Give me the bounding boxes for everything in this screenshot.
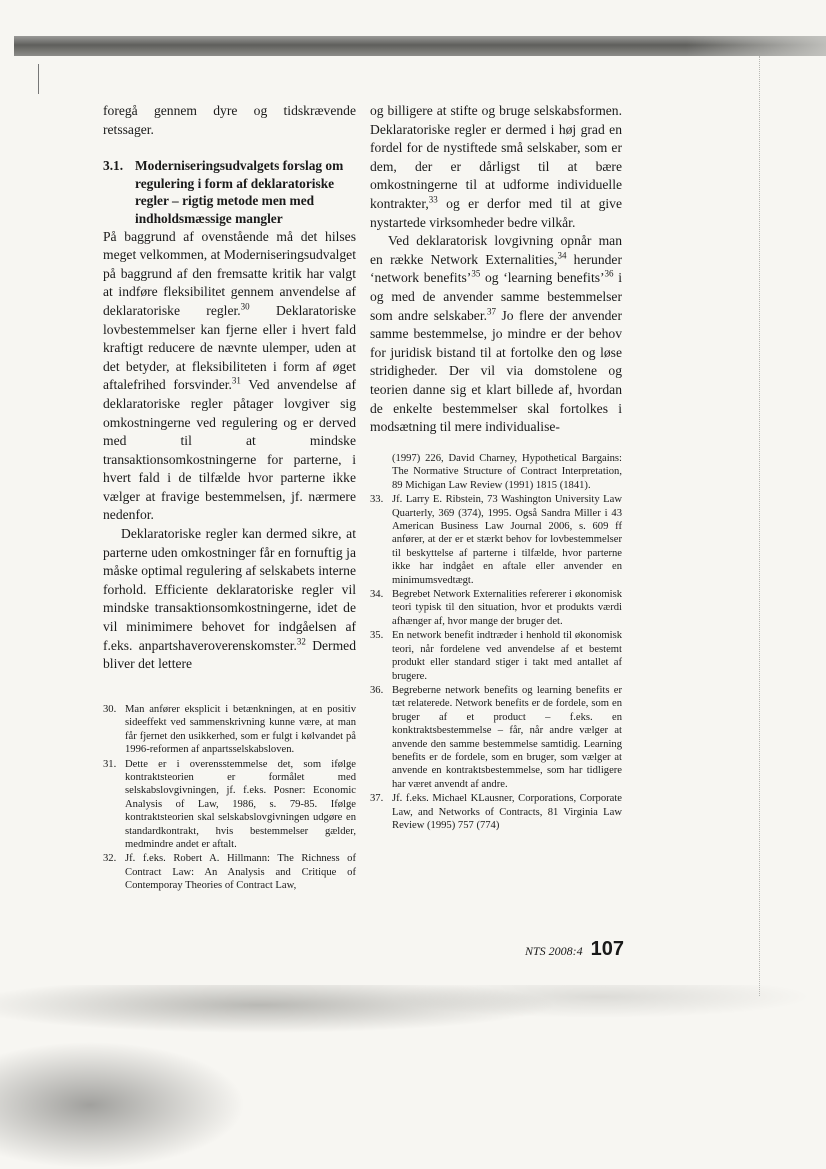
- footnote-ref-36[interactable]: 36: [604, 268, 614, 279]
- footnote-number: 32.: [103, 853, 117, 865]
- footnote-ref-30[interactable]: 30: [240, 301, 250, 312]
- journal-reference: NTS 2008:4: [524, 944, 583, 958]
- footnote-ref-37[interactable]: 37: [487, 306, 496, 316]
- footnote-number: 35.: [370, 630, 384, 642]
- text-run: Dermed bliver det lettere: [103, 637, 356, 672]
- footnote-36: [370, 684, 622, 791]
- footnote-ref-35[interactable]: 35: [471, 268, 481, 279]
- page-footer: [509, 938, 624, 961]
- footnote-number: 37.: [370, 793, 384, 805]
- text-run: Ved deklaratorisk lovgivning opnår man en række Network Externalities,: [370, 233, 622, 267]
- footnotes-left: [103, 703, 356, 894]
- text-run: Jo flere der anvender samme bestemmelse, jo mindre er der behov for juridisk bistand til at fortolke den og løse stridigheder. Der vil via domstolene og teorien danne sig et klart billede af, hvordan de enkelte bestemmelser skal fortolkes i modsætning til mere individualise-: [370, 307, 622, 435]
- footnote-number: 33.: [370, 494, 384, 506]
- footnote-32-continuation: (1997) 226, David Charney, Hypothetical Bargains: The Normative Structure of Contract Interpretation, 89 Michigan Law Review (1991) 1815 (1841).: [392, 453, 622, 491]
- footnote-ref-33[interactable]: 33: [428, 194, 438, 205]
- footnotes-right: [370, 452, 622, 833]
- text-run: Deklaratoriske regler kan dermed sikre, at parterne uden omkostninger får en fornuftig ja måske optimal regulering af selskabets interne forhold. Efficiente deklaratoriske regler vil mindske transaktionsomkostningerne, idet de vil minimimere behovet for indgåelsen af f.eks. anpartshaveroverenskomster.: [103, 526, 356, 653]
- left-column: [103, 102, 356, 674]
- text-run: På baggrund af ovenstående må det hilses meget velkommen, at Moderniseringsudvalget på baggrund af den fremsatte kritik har valgt at indføre fleksibilitet gennem anvendelse af deklaratoriske regler.: [103, 228, 356, 318]
- footnote-30: [103, 703, 356, 757]
- section-heading: [103, 157, 356, 227]
- right-column: [370, 102, 622, 437]
- right-paragraph-1: [370, 232, 622, 437]
- footnote-text: Man anfører eksplicit i betænkningen, at en positiv sideeffekt ved sammenskrivning kunne være, at man får fjernet den usikkerhed, som er fulgt i kølvandet på 1996-reformen af anpartsselskabsloven.: [125, 704, 356, 756]
- footnote-text: Begrebet Network Externalities refererer i økonomisk teori typisk til den situation, hvor et produkts værdi afhænger af, hvor mange der bruger det.: [392, 589, 622, 627]
- footnote-34: [370, 588, 622, 628]
- text-run: Deklaratoriske lovbestemmelser kan fjerne eller i hvert fald kraftigt reducere de nævnte ulemper, uden at det betyder, at fleksibiliteten i form af øget aftalefrihed forsvinder.: [103, 302, 356, 393]
- footnote-number: 30.: [103, 704, 117, 715]
- footnote-text: Dette er i overensstemmelse det, som ifølge kontraktsteorien er formålet med selskabslovgivningen, jf. f.eks. Posner: Economic Analysis of Law, 1986, s. 79-85. Ifølge kontraktsteorien skal selskabslovgivningen udgøre en standardkontrakt, hvis bestemmelser gælder, medmindre andet er aftalt.: [125, 758, 356, 851]
- left-paragraph-1: [103, 228, 356, 526]
- footnote-number: 36.: [370, 684, 384, 696]
- footnote-ref-31[interactable]: 31: [231, 375, 241, 386]
- footnote-number: 34.: [370, 589, 384, 601]
- footnote-number: 31.: [103, 758, 117, 770]
- footnote-text: Jf. f.eks. Michael KLausner, Corporations, Corporate Law, and Networks of Contracts, 81 Virginia Law Review (1995) 757 (774): [392, 793, 622, 831]
- scan-border-top: [14, 36, 826, 56]
- right-paragraph-0: [370, 102, 622, 232]
- scan-margin-mark: [38, 64, 39, 94]
- text-run: og er derfor med til at give nystartede virksomheder bedre vilkår.: [370, 195, 622, 230]
- footnote-ref-32[interactable]: 32: [296, 636, 306, 647]
- footnote-text: Jf. f.eks. Robert A. Hillmann: The Richness of Contract Law: An Analysis and Critique of Contemporay Theories of Contract Law,: [125, 853, 356, 892]
- text-run: herunder ‘network benefits’: [370, 251, 622, 286]
- footnote-text: Jf. Larry E. Ribstein, 73 Washington University Law Quarterly, 369 (374), 1995. Også Sandra Miller i 43 American Business Law Journal 2006, s. 609 ff anfører, at der er et stærkt behov for lovbestemmelser til beskyttelse af parterne i tilfælde, hvor parterne ikke har indgået en aftale eller anvender en minimumsvedtægt.: [392, 494, 622, 586]
- footnote-text: En network benefit indtræder i henhold til økonomisk teori, når fordelene ved anvendelse af et bestemt produkt eller standard stiger i takt med antallet af brugere.: [392, 630, 622, 682]
- section-heading-text: Moderniseringsudvalgets forslag om regulering i form af deklaratoriske regler – rigtig metode men med indholdsmæssige mangler: [135, 158, 344, 226]
- text-run: og ‘learning benefits’: [480, 270, 605, 286]
- footnote-text: Begreberne network benefits og learning benefits er tæt relaterede. Network benefits er de fordele, som en bruger af et product – f.eks. en konktraktsbestemmelse – får, når andre vælger at anvende den samme bestemmelse samtidig. Learning benefits er de fordele, som en bruger, som vælger at anvende en kontraktsbestemmelse, som har tidligere har været anvendt af andre.: [392, 684, 622, 790]
- left-paragraph-2: [103, 525, 356, 674]
- text-run: i og med de anvender samme bestemmelser som andre selskaber.: [370, 270, 622, 323]
- footnote-37: [370, 792, 622, 832]
- footnote-31: [103, 758, 356, 852]
- footnote-33: [370, 493, 622, 587]
- left-paragraph-0: foregå gennem dyre og tidskrævende retssager.: [103, 103, 356, 137]
- text-run: og billigere at stifte og bruge selskabsformen. Deklaratoriske regler er dermed i høj grad en fordel for de nystiftede små selskaber, som er dem, der er dårligst til at bære omkostningerne til at udforme individuelle kontrakter,: [370, 103, 622, 211]
- scan-right-edge: [759, 56, 766, 996]
- text-run: Ved anvendelse af deklaratoriske regler påtager lovgiver sig omkostningerne ved regulering og er derved med til at mindske transaktionsomkostningerne for parterne, i hvert fald i de tilfælde hvor parterne ikke vælger at fravige bestemmelsen, jf. nærmere nedenfor.: [103, 377, 356, 523]
- footnote-ref-34[interactable]: 34: [557, 250, 567, 261]
- page-number: 107: [590, 938, 624, 960]
- scan-shadow: [0, 985, 826, 1169]
- footnote-32: [103, 852, 356, 892]
- section-heading-number: 3.1.: [103, 158, 124, 174]
- footnote-35: [370, 629, 622, 683]
